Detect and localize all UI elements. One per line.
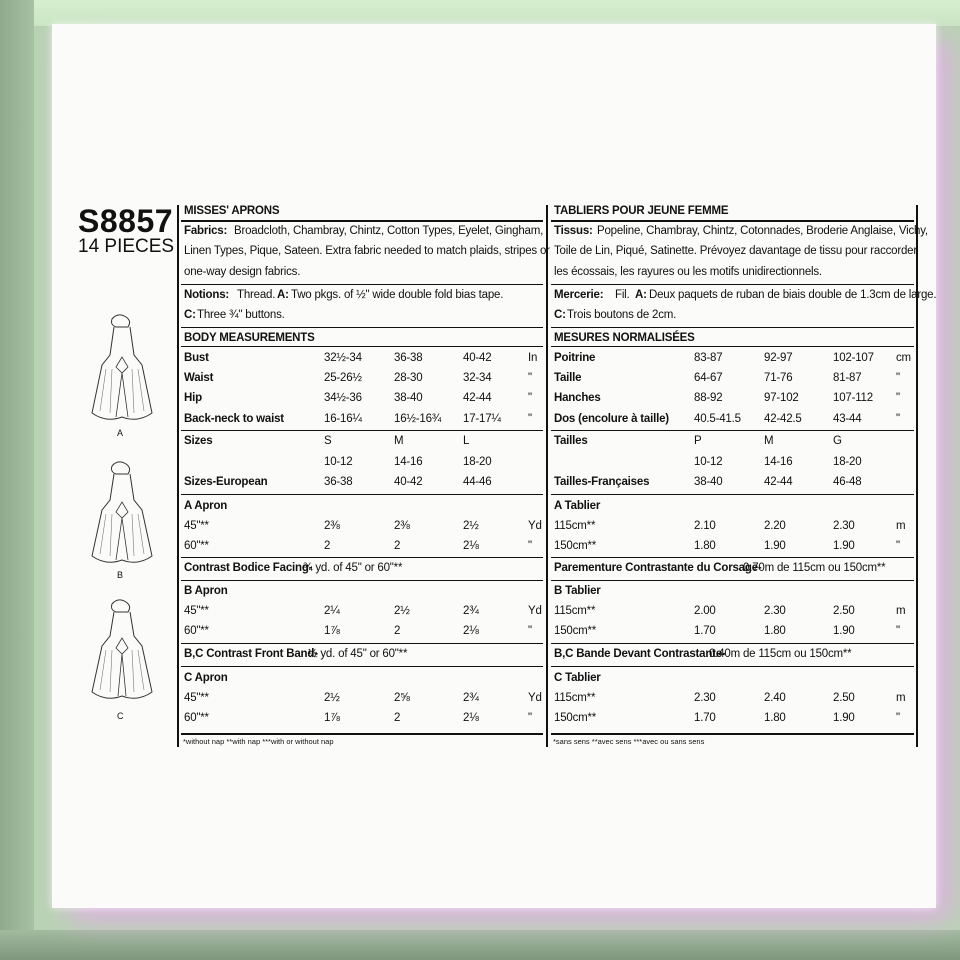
measurement-value: 92-97 <box>764 352 793 364</box>
sizes-label: Tailles <box>554 435 588 447</box>
view-c-row-value: 2½ <box>324 692 340 704</box>
bc-front-band-value: 0.40m de 115cm ou 150cm** <box>709 648 852 660</box>
view-a-row-value: 1.80 <box>694 540 716 552</box>
notions-c-label: C: <box>184 309 196 321</box>
view-b-row-unit: Yd <box>528 605 542 617</box>
measurement-value: 17-17¼ <box>463 413 501 425</box>
measurement-value: 88-92 <box>694 392 723 404</box>
row-rule <box>181 346 543 347</box>
view-c-row-label: 115cm** <box>554 692 596 704</box>
view-c-row-unit: m <box>896 692 906 704</box>
size-letter: S <box>324 435 332 447</box>
row-rule <box>181 430 543 431</box>
view-b-row-value: 2.00 <box>694 605 716 617</box>
notions-c-text: Three ¾" buttons. <box>197 309 285 321</box>
row-rule <box>181 580 543 581</box>
view-b-row-label: 60"** <box>184 625 209 637</box>
contrast-bodice-value: 0.70m de 115cm ou 150cm** <box>743 562 886 574</box>
view-c-row-value: 2¾ <box>463 692 479 704</box>
backdrop-bottom <box>0 930 960 960</box>
row-rule <box>551 666 914 667</box>
view-b-row-unit: m <box>896 605 906 617</box>
view-b-row-label: 150cm** <box>554 625 597 637</box>
row-rule <box>181 327 543 328</box>
footnote: *without nap **with nap ***with or without nap <box>183 737 334 746</box>
view-a-row-value: 2⅜ <box>394 520 410 532</box>
view-c-row-value: 1.90 <box>833 712 855 724</box>
measurement-unit: " <box>528 413 532 425</box>
footnote: *sans sens **avec sens ***avec ou sans sens <box>553 737 705 746</box>
apron-sketch-c-icon <box>86 598 158 708</box>
pattern-envelope-back <box>52 24 936 908</box>
view-a-row-value: 2 <box>324 540 331 552</box>
notions-a-label: A: <box>635 289 647 301</box>
sizes-eu-label: Sizes-European <box>184 476 268 488</box>
view-b-row-value: 2 <box>394 625 401 637</box>
row-rule <box>551 643 914 644</box>
row-rule <box>551 430 914 431</box>
section-title: MISSES' APRONS <box>184 205 280 217</box>
measurement-label: Dos (encolure à taille) <box>554 413 669 425</box>
measurement-label: Bust <box>184 352 209 364</box>
view-b-row-label: 115cm** <box>554 605 596 617</box>
view-b-title: B Tablier <box>554 585 601 597</box>
sizes-eu-label: Tailles-Françaises <box>554 476 650 488</box>
section-title: TABLIERS POUR JEUNE FEMME <box>554 205 729 217</box>
view-label-c: C <box>117 711 124 721</box>
measurement-value: 38-40 <box>394 392 423 404</box>
view-a-row-unit: m <box>896 520 906 532</box>
sizes-eu-value: 44-46 <box>463 476 492 488</box>
view-a-row-unit: Yd <box>528 520 542 532</box>
view-a-row-value: 2.10 <box>694 520 716 532</box>
view-a-title: A Tablier <box>554 500 601 512</box>
size-letter: L <box>463 435 470 447</box>
view-b-row-value: 1.90 <box>833 625 855 637</box>
view-a-title: A Apron <box>184 500 228 512</box>
size-range: 18-20 <box>833 456 862 468</box>
view-b-row-value: 2⅛ <box>463 625 479 637</box>
fabrics-text-2: Linen Types, Pique, Sateen. Extra fabric needed to match plaids, stripes or <box>184 245 550 257</box>
view-c-row-unit: " <box>896 712 900 724</box>
row-rule <box>551 220 914 222</box>
apron-sketch-b-icon <box>86 460 158 570</box>
view-a-row-label: 60"** <box>184 540 209 552</box>
view-b-row-value: 2¾ <box>463 605 479 617</box>
sizes-eu-value: 36-38 <box>324 476 353 488</box>
view-a-row-unit: " <box>528 540 532 552</box>
contrast-bodice-label: Parementure Contrastante du Corsage- <box>554 562 762 574</box>
row-rule <box>551 494 914 495</box>
view-c-row-value: 1.70 <box>694 712 716 724</box>
fabrics-label: Tissus: <box>554 225 593 237</box>
backdrop-top <box>0 0 960 26</box>
view-c-row-value: 1⅞ <box>324 712 340 724</box>
view-a-row-value: 2.20 <box>764 520 786 532</box>
sizes-label: Sizes <box>184 435 213 447</box>
measurement-value: 102-107 <box>833 352 874 364</box>
row-rule <box>181 666 543 667</box>
measurement-value: 97-102 <box>764 392 799 404</box>
measurement-unit: " <box>528 372 532 384</box>
row-rule <box>181 557 543 558</box>
fabrics-text-1: Popeline, Chambray, Chintz, Cotonnades, Broderie Anglaise, Vichy, <box>597 225 928 237</box>
notions-label: Mercerie: <box>554 289 604 301</box>
view-b-row-label: 45"** <box>184 605 209 617</box>
fabrics-text-3: one-way design fabrics. <box>184 266 301 278</box>
measurement-unit: " <box>896 392 900 404</box>
measurement-value: 32-34 <box>463 372 492 384</box>
measurement-value: 40-42 <box>463 352 492 364</box>
row-rule <box>551 557 914 558</box>
view-c-row-label: 60"** <box>184 712 209 724</box>
row-rule <box>551 284 914 285</box>
view-a-row-label: 115cm** <box>554 520 596 532</box>
measurement-value: 83-87 <box>694 352 723 364</box>
view-c-row-value: 2.50 <box>833 692 855 704</box>
view-b-row-value: 1.80 <box>764 625 786 637</box>
sizes-eu-value: 38-40 <box>694 476 723 488</box>
contrast-bodice-value: ¾ yd. of 45" or 60"** <box>303 562 403 574</box>
view-c-row-value: 2.40 <box>764 692 786 704</box>
notions-a-text: Two pkgs. of ½" wide double fold bias tape. <box>291 289 504 301</box>
view-a-row-value: 2⅜ <box>324 520 340 532</box>
notions-c-label: C: <box>554 309 566 321</box>
view-c-row-unit: Yd <box>528 692 542 704</box>
fabrics-label: Fabrics: <box>184 225 228 237</box>
body-measurements-title: MESURES NORMALISÉES <box>554 332 695 344</box>
backdrop-left <box>0 0 34 960</box>
size-range: 14-16 <box>394 456 423 468</box>
view-a-row-value: 2 <box>394 540 401 552</box>
view-c-row-value: 2 <box>394 712 401 724</box>
measurement-value: 40.5-41.5 <box>694 413 741 425</box>
measurement-value: 71-76 <box>764 372 793 384</box>
measurement-label: Poitrine <box>554 352 596 364</box>
view-a-row-unit: " <box>896 540 900 552</box>
body-measurements-title: BODY MEASUREMENTS <box>184 332 315 344</box>
view-a-row-label: 45"** <box>184 520 209 532</box>
view-c-row-label: 45"** <box>184 692 209 704</box>
contrast-bodice-label: Contrast Bodice Facing- <box>184 562 313 574</box>
row-rule <box>181 494 543 495</box>
row-rule <box>551 733 914 735</box>
size-range: 10-12 <box>694 456 723 468</box>
view-a-row-value: 2⅛ <box>463 540 479 552</box>
measurement-label: Waist <box>184 372 214 384</box>
apron-sketch-a-icon <box>86 313 158 428</box>
size-range: 14-16 <box>764 456 793 468</box>
view-c-row-value: 1.80 <box>764 712 786 724</box>
size-letter: M <box>764 435 774 447</box>
view-a-row-value: 1.90 <box>833 540 855 552</box>
measurement-value: 42-44 <box>463 392 492 404</box>
measurement-label: Hip <box>184 392 202 404</box>
view-b-row-value: 2½ <box>394 605 410 617</box>
measurement-value: 16½-16¾ <box>394 413 442 425</box>
view-b-row-value: 1⅞ <box>324 625 340 637</box>
measurement-value: 64-67 <box>694 372 723 384</box>
view-c-row-label: 150cm** <box>554 712 597 724</box>
measurement-value: 36-38 <box>394 352 423 364</box>
row-rule <box>181 733 543 735</box>
measurement-value: 25-26½ <box>324 372 362 384</box>
notions-thread: Fil. <box>615 289 630 301</box>
measurement-value: 34½-36 <box>324 392 362 404</box>
view-c-row-value: 2⅛ <box>463 712 479 724</box>
row-rule <box>181 643 543 644</box>
view-label-a: A <box>117 428 124 438</box>
rule-middle <box>546 205 548 747</box>
view-c-title: C Tablier <box>554 672 601 684</box>
pattern-code: S8857 <box>78 203 174 239</box>
sizes-eu-value: 46-48 <box>833 476 862 488</box>
size-letter: G <box>833 435 842 447</box>
size-range: 18-20 <box>463 456 492 468</box>
measurement-value: 42-42.5 <box>764 413 802 425</box>
view-b-row-value: 2.30 <box>764 605 786 617</box>
view-c-row-value: 2.30 <box>694 692 716 704</box>
notions-c-text: Trois boutons de 2cm. <box>567 309 677 321</box>
rule-left <box>177 205 179 747</box>
view-b-row-unit: " <box>896 625 900 637</box>
fabrics-text-1: Broadcloth, Chambray, Chintz, Cotton Types, Eyelet, Gingham, <box>234 225 544 237</box>
size-letter: P <box>694 435 702 447</box>
view-a-row-value: 1.90 <box>764 540 786 552</box>
view-b-row-value: 2.50 <box>833 605 855 617</box>
measurement-unit: cm <box>896 352 911 364</box>
measurement-value: 32½-34 <box>324 352 362 364</box>
measurement-label: Hanches <box>554 392 601 404</box>
notions-a-text: Deux paquets de ruban de biais double de 1.3cm de large. <box>649 289 937 301</box>
view-a-row-value: 2½ <box>463 520 479 532</box>
row-rule <box>181 284 543 285</box>
notions-a-label: A: <box>277 289 289 301</box>
measurement-label: Back-neck to waist <box>184 413 284 425</box>
measurement-value: 16-16¼ <box>324 413 362 425</box>
row-rule <box>181 220 543 222</box>
measurement-label: Taille <box>554 372 582 384</box>
view-label-b: B <box>117 570 124 580</box>
view-a-row-label: 150cm** <box>554 540 597 552</box>
view-c-row-unit: " <box>528 712 532 724</box>
view-a-row-value: 2.30 <box>833 520 855 532</box>
notions-label: Notions: <box>184 289 230 301</box>
measurement-unit: " <box>896 372 900 384</box>
view-c-title: C Apron <box>184 672 228 684</box>
bc-front-band-label: B,C Contrast Front Band- <box>184 648 318 660</box>
view-c-row-value: 2⅝ <box>394 692 410 704</box>
sizes-eu-value: 42-44 <box>764 476 793 488</box>
measurement-unit: " <box>896 413 900 425</box>
measurement-value: 107-112 <box>833 392 873 404</box>
view-b-title: B Apron <box>184 585 228 597</box>
sizes-eu-value: 40-42 <box>394 476 423 488</box>
bc-front-band-value: ½ yd. of 45" or 60"** <box>308 648 408 660</box>
row-rule <box>551 580 914 581</box>
measurement-value: 43-44 <box>833 413 862 425</box>
measurement-value: 28-30 <box>394 372 423 384</box>
rule-right <box>916 205 918 747</box>
notions-thread: Thread. <box>237 289 276 301</box>
measurement-unit: In <box>528 352 538 364</box>
view-b-row-unit: " <box>528 625 532 637</box>
row-rule <box>551 346 914 347</box>
size-range: 10-12 <box>324 456 353 468</box>
fabrics-text-2: Toile de Lin, Piqué, Satinette. Prévoyez davantage de tissu pour raccorder <box>554 245 918 257</box>
pattern-pieces: 14 PIECES <box>78 236 175 257</box>
measurement-value: 81-87 <box>833 372 862 384</box>
bc-front-band-label: B,C Bande Devant Contrastante- <box>554 648 726 660</box>
view-b-row-value: 1.70 <box>694 625 716 637</box>
row-rule <box>551 327 914 328</box>
size-letter: M <box>394 435 404 447</box>
fabrics-text-3: les écossais, les rayures ou les motifs unidirectionnels. <box>554 266 822 278</box>
measurement-unit: " <box>528 392 532 404</box>
view-b-row-value: 2¼ <box>324 605 340 617</box>
